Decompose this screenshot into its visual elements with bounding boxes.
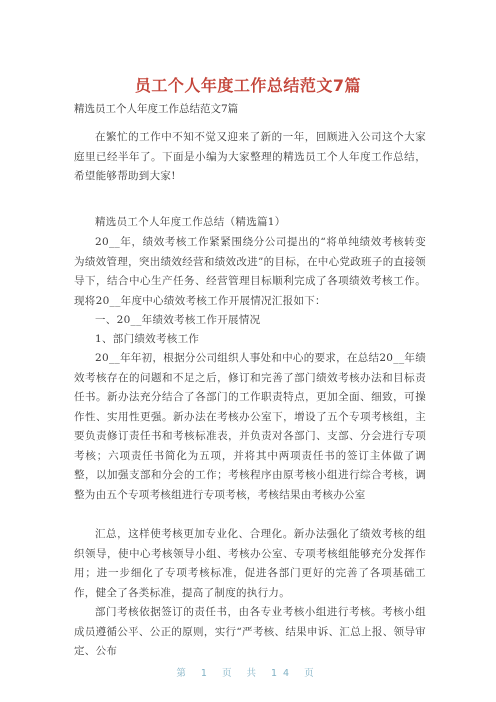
document-title: 员工个人年度工作总结范文7篇 [134,76,362,95]
intro-paragraph: 在繁忙的工作中不知不觉又迎来了新的一年，回顾进入公司这个大家庭里已经半年了。下面是小编为大家整理的精选员工个人年度工作总结，希望能够帮助到大家! [74,131,426,182]
section-title: 精选员工个人年度工作总结（精选篇1） [95,216,286,228]
document-subtitle: 精选员工个人年度工作总结范文7篇 [74,103,239,115]
page-footer: 第 1 页 共 14 页 [176,668,320,679]
heading-2: 1、部门绩效考核工作 [95,333,200,345]
paragraph-2: 20__年年初，根据分公司组织人事处和中心的要求，在总结20__年绩效考核存在的问题和不足之后，修订和完善了部门绩效考核办法和目标责任书。新办法充分结合了各部门的工作职责特点，更加全面、细致，可操作性、实用性更强。新办法在考核办公室下，增设了五个专项考核组，主要负责修订责任书和考核标准表，并负责对各部门、支部、分会进行专项考核；六项责任书简化为五项，并将其中两项责任书的签订主体做了调整，以加强支部和分会的工作；考核程序由原考核小组进行综合考核，调整为由五个专项考核组进行专项考核，考核结果由考核办公室 [74,352,426,501]
heading-1: 一、20__年绩效考核工作开展情况 [95,314,261,326]
paragraph-4: 部门考核依据签订的责任书，由各专业考核小组进行考核。考核小组成员遵循公平、公正的原则，实行“严考核、结果申诉、汇总上报、领导审定、公布 [74,606,426,657]
paragraph-3: 汇总，这样使考核更加专业化、合理化。新办法强化了绩效考核的组织领导，使中心考核领导小组、考核办公室、专项考核组能够充分发挥作用；进一步细化了专项考核标准，促进各部门更好的完善了各项基础工作，健全了各类标准，提高了制度的执行力。 [74,528,426,599]
paragraph-1: 20__年，绩效考核工作紧紧围绕分公司提出的“将单纯绩效考核转变为绩效管理，突出绩效经营和绩效改进”的目标，在中心党政班子的直接领导下，结合中心生产任务、经营管理目标顺利完成了各项绩效考核工作。现将20__年度中心绩效考核工作开展情况汇报如下： [74,236,426,307]
